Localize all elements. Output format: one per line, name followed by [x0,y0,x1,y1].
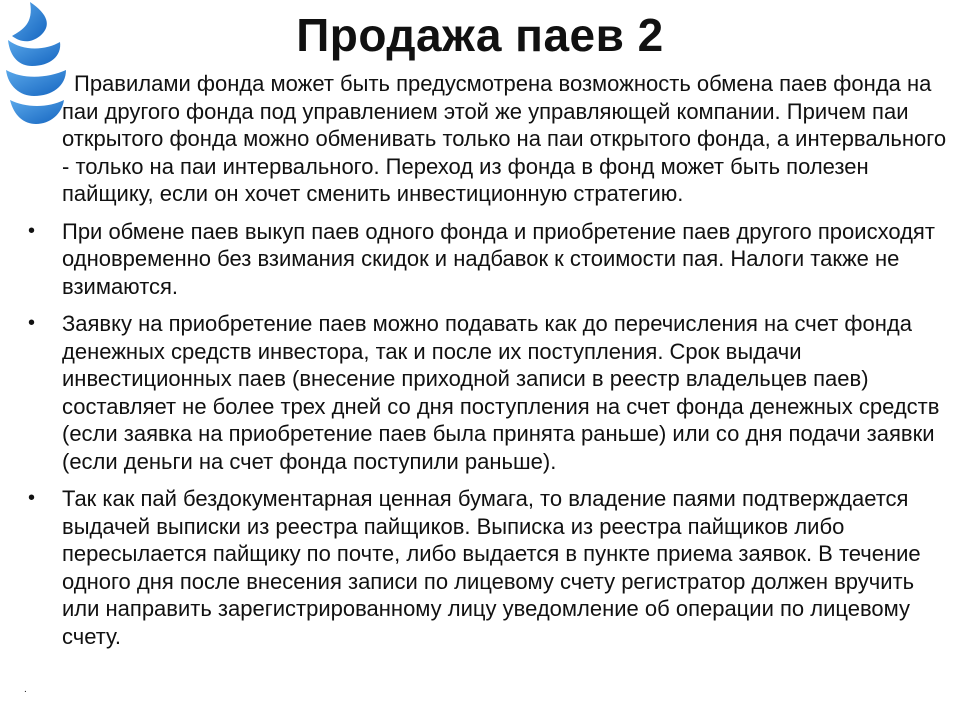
list-item [28,485,952,650]
paragraph-text: Заявку на приобретение паев можно подавать как до перечисления на счет фонда денежных средств инвестора, так и после их поступления. Срок выдачи инвестиционных паев (внесение приходной записи в реестр владельцев паев) составляет не более трех дней со дня поступления на счет фонда денежных средств (если заявка на приобретение паев была принята раньше) или со дня подачи заявки (если деньги на счет фонда поступили раньше). [62,311,940,474]
bullet-marker: • [28,312,36,334]
paragraph-text: Так как пай бездокументарная ценная бумага, то владение паями подтверждается выдачей выписки из реестра пайщиков. Выписка из реестра пайщиков либо пересылается пайщику по почте, либо выдается в пункте приема заявок. В течение одного дня после внесения записи по лицевому счету регистратор должен вручить или направить зарегистрированному лицу уведомление об операции по лицевому счету. [62,486,921,649]
bullet-marker: • [28,487,36,509]
slide-body [28,70,952,660]
paragraph-text: Правилами фонда может быть предусмотрена возможность обмена паев фонда на паи другого фонда под управлением этой же управляющей компании. Причем паи открытого фонда можно обменивать только на паи открытого фонда, а интервального - только на паи интервального. Переход из фонда в фонд может быть полезен пайщику, если он хочет сменить инвестиционную стратегию. [62,71,947,206]
bullet-marker: • [28,219,36,242]
paragraph-intro [28,70,952,208]
slide-title: Продажа паев 2 [296,9,664,61]
list-item [28,218,952,301]
paragraph-text: При обмене паев выкуп паев одного фонда и приобретение паев другого происходят одновременно без взимания скидок и надбавок к стоимости пая. Налоги также не взимаются. [62,218,935,299]
footer-mark: . [24,684,27,695]
list-item [28,310,952,475]
